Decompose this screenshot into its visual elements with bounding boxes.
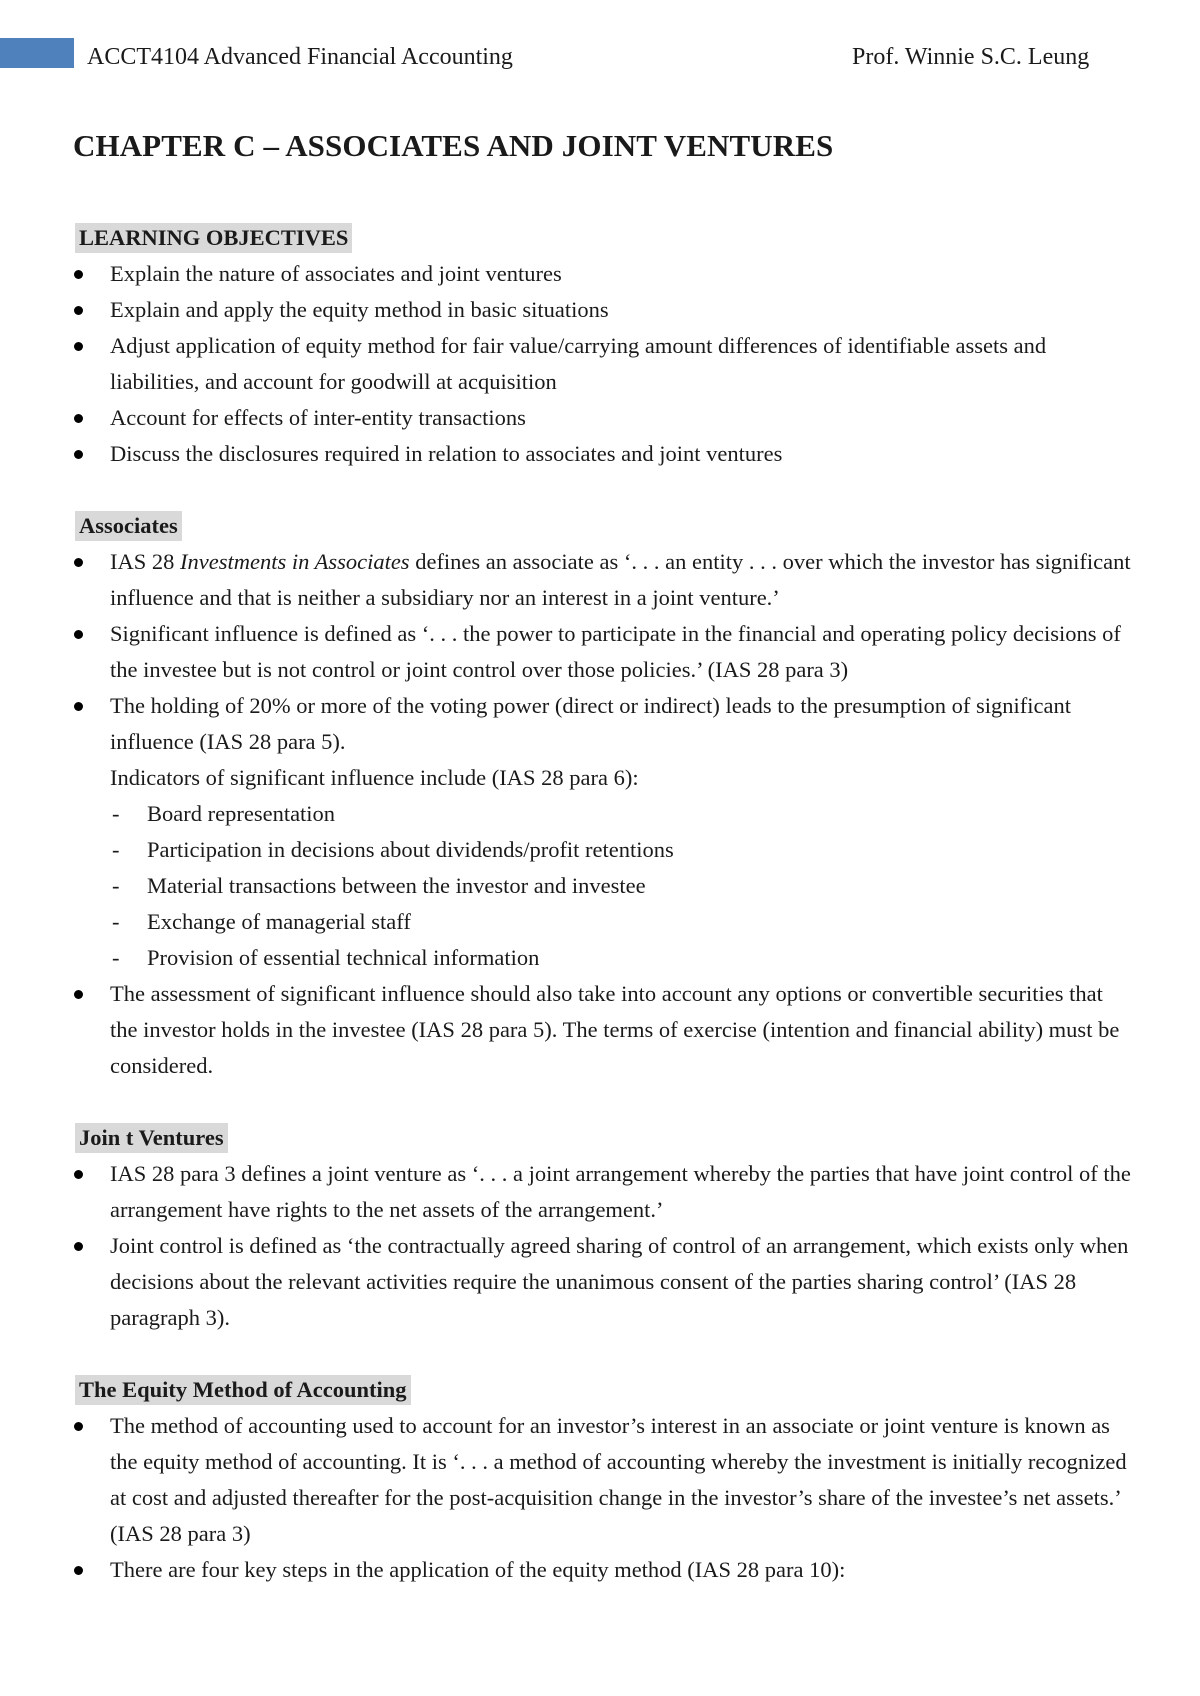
dash-item: - Provision of essential technical information	[110, 940, 1133, 976]
associates-list-continued	[73, 976, 1133, 1084]
associates-list	[73, 544, 1133, 760]
author-header: Prof. Winnie S.C. Leung	[852, 44, 1090, 70]
equity-method-list	[73, 1408, 1133, 1588]
associates-section	[73, 508, 1133, 1084]
indicators-intro: Indicators of significant influence include (IAS 28 para 6):	[110, 765, 639, 790]
list-item: Explain the nature of associates and joint ventures	[73, 256, 1133, 292]
list-item: The method of accounting used to account for an investor’s interest in an associate or joint venture is known as the equity method of accounting. It is ‘. . . a method of accounting whereby the investment is initially recognized at cost and adjusted thereafter for the post-acquisition change in the investor’s share of the investee’s net assets.’ (IAS 28 para 3)	[73, 1408, 1133, 1552]
list-item	[73, 544, 1133, 616]
learning-objectives-section	[73, 220, 1133, 472]
joint-ventures-heading: Join t Ventures	[75, 1123, 228, 1153]
list-item: There are four key steps in the application of the equity method (IAS 28 para 10):	[73, 1552, 1133, 1588]
joint-ventures-list	[73, 1156, 1133, 1336]
list-item: Joint control is defined as ‘the contractually agreed sharing of control of an arrangement, which exists only when decisions about the relevant activities require the unanimous consent of the parties sharing control’ (IAS 28 paragraph 3).	[73, 1228, 1133, 1336]
associates-heading: Associates	[75, 511, 182, 541]
list-item: The holding of 20% or more of the voting power (direct or indirect) leads to the presumption of significant influence (IAS 28 para 5).	[73, 688, 1133, 760]
list-item: Explain and apply the equity method in basic situations	[73, 292, 1133, 328]
list-item: IAS 28 para 3 defines a joint venture as ‘. . . a joint arrangement whereby the parties that have joint control of the arrangement have rights to the net assets of the arrangement.’	[73, 1156, 1133, 1228]
learning-objectives-list	[73, 256, 1133, 472]
document-body	[73, 220, 1133, 1588]
list-item: Adjust application of equity method for fair value/carrying amount differences of identifiable assets and liabilities, and account for goodwill at acquisition	[73, 328, 1133, 400]
equity-method-section	[73, 1372, 1133, 1588]
joint-ventures-section	[73, 1120, 1133, 1336]
dash-item: - Participation in decisions about dividends/profit retentions	[110, 832, 1133, 868]
header-accent-bar	[0, 38, 74, 68]
chapter-title: CHAPTER C – ASSOCIATES AND JOINT VENTURES	[73, 128, 834, 163]
equity-method-heading: The Equity Method of Accounting	[75, 1375, 411, 1405]
text-span: defines an associate as ‘. . . an entity . . . over which the investor has significant influence and that is neither a subsidiary nor an interest in a joint venture.’	[110, 549, 1131, 610]
list-item: Discuss the disclosures required in relation to associates and joint ventures	[73, 436, 1133, 472]
standard-title-italic: Investments in Associates	[180, 549, 410, 574]
list-item: Significant influence is defined as ‘. . . the power to participate in the financial and operating policy decisions of the investee but is not control or joint control over those policies.’ (IAS 28 para 3)	[73, 616, 1133, 688]
indicators-list	[73, 796, 1133, 976]
learning-objectives-heading: LEARNING OBJECTIVES	[75, 223, 352, 253]
list-item: The assessment of significant influence should also take into account any options or convertible securities that the investor holds in the investee (IAS 28 para 5). The terms of exercise (intention and financial ability) must be considered.	[73, 976, 1133, 1084]
dash-item: - Material transactions between the investor and investee	[110, 868, 1133, 904]
course-header: ACCT4104 Advanced Financial Accounting	[87, 44, 513, 70]
list-item: Account for effects of inter-entity transactions	[73, 400, 1133, 436]
dash-item: - Board representation	[110, 796, 1133, 832]
dash-item: - Exchange of managerial staff	[110, 904, 1133, 940]
text-span: IAS 28	[110, 549, 181, 574]
